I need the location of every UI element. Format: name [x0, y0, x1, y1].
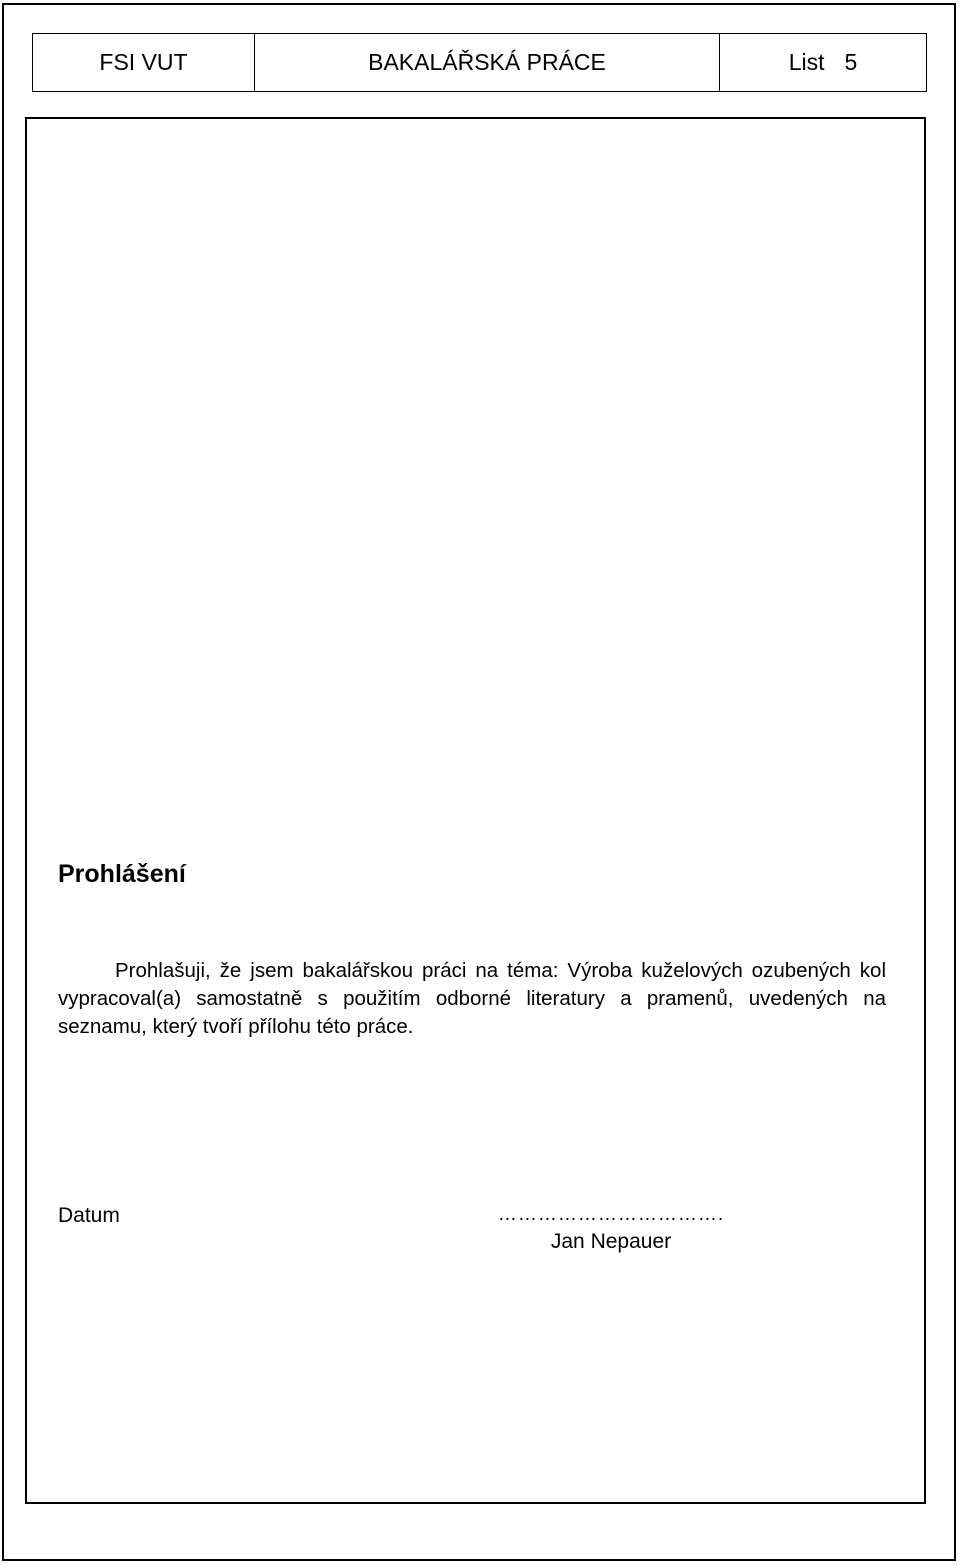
declaration-text: Prohlašuji, že jsem bakalářskou práci na téma: Výroba kuželových ozubených kol vypracoval(a) samostatně s použitím odborné literatury a pramenů, uvedených na seznamu, který tvoří přílohu této práce.: [58, 959, 886, 1038]
document-type: BAKALÁŘSKÁ PRÁCE: [368, 49, 606, 75]
school-name: FSI VUT: [99, 49, 188, 75]
author-name: Jan Nepauer: [550, 1230, 672, 1253]
header-school: [33, 34, 255, 91]
signature-line: …………………………….: [497, 1204, 725, 1225]
signature-block: [496, 1203, 726, 1257]
sheet-number: 5: [844, 49, 858, 75]
header-sheet: [720, 34, 926, 91]
sheet-label: List: [788, 49, 825, 75]
content-frame: [25, 117, 926, 1504]
header-document-type: [255, 34, 720, 91]
page-header: [32, 33, 927, 92]
section-title: Prohlášení: [58, 860, 186, 888]
date-label: Datum: [58, 1204, 120, 1227]
